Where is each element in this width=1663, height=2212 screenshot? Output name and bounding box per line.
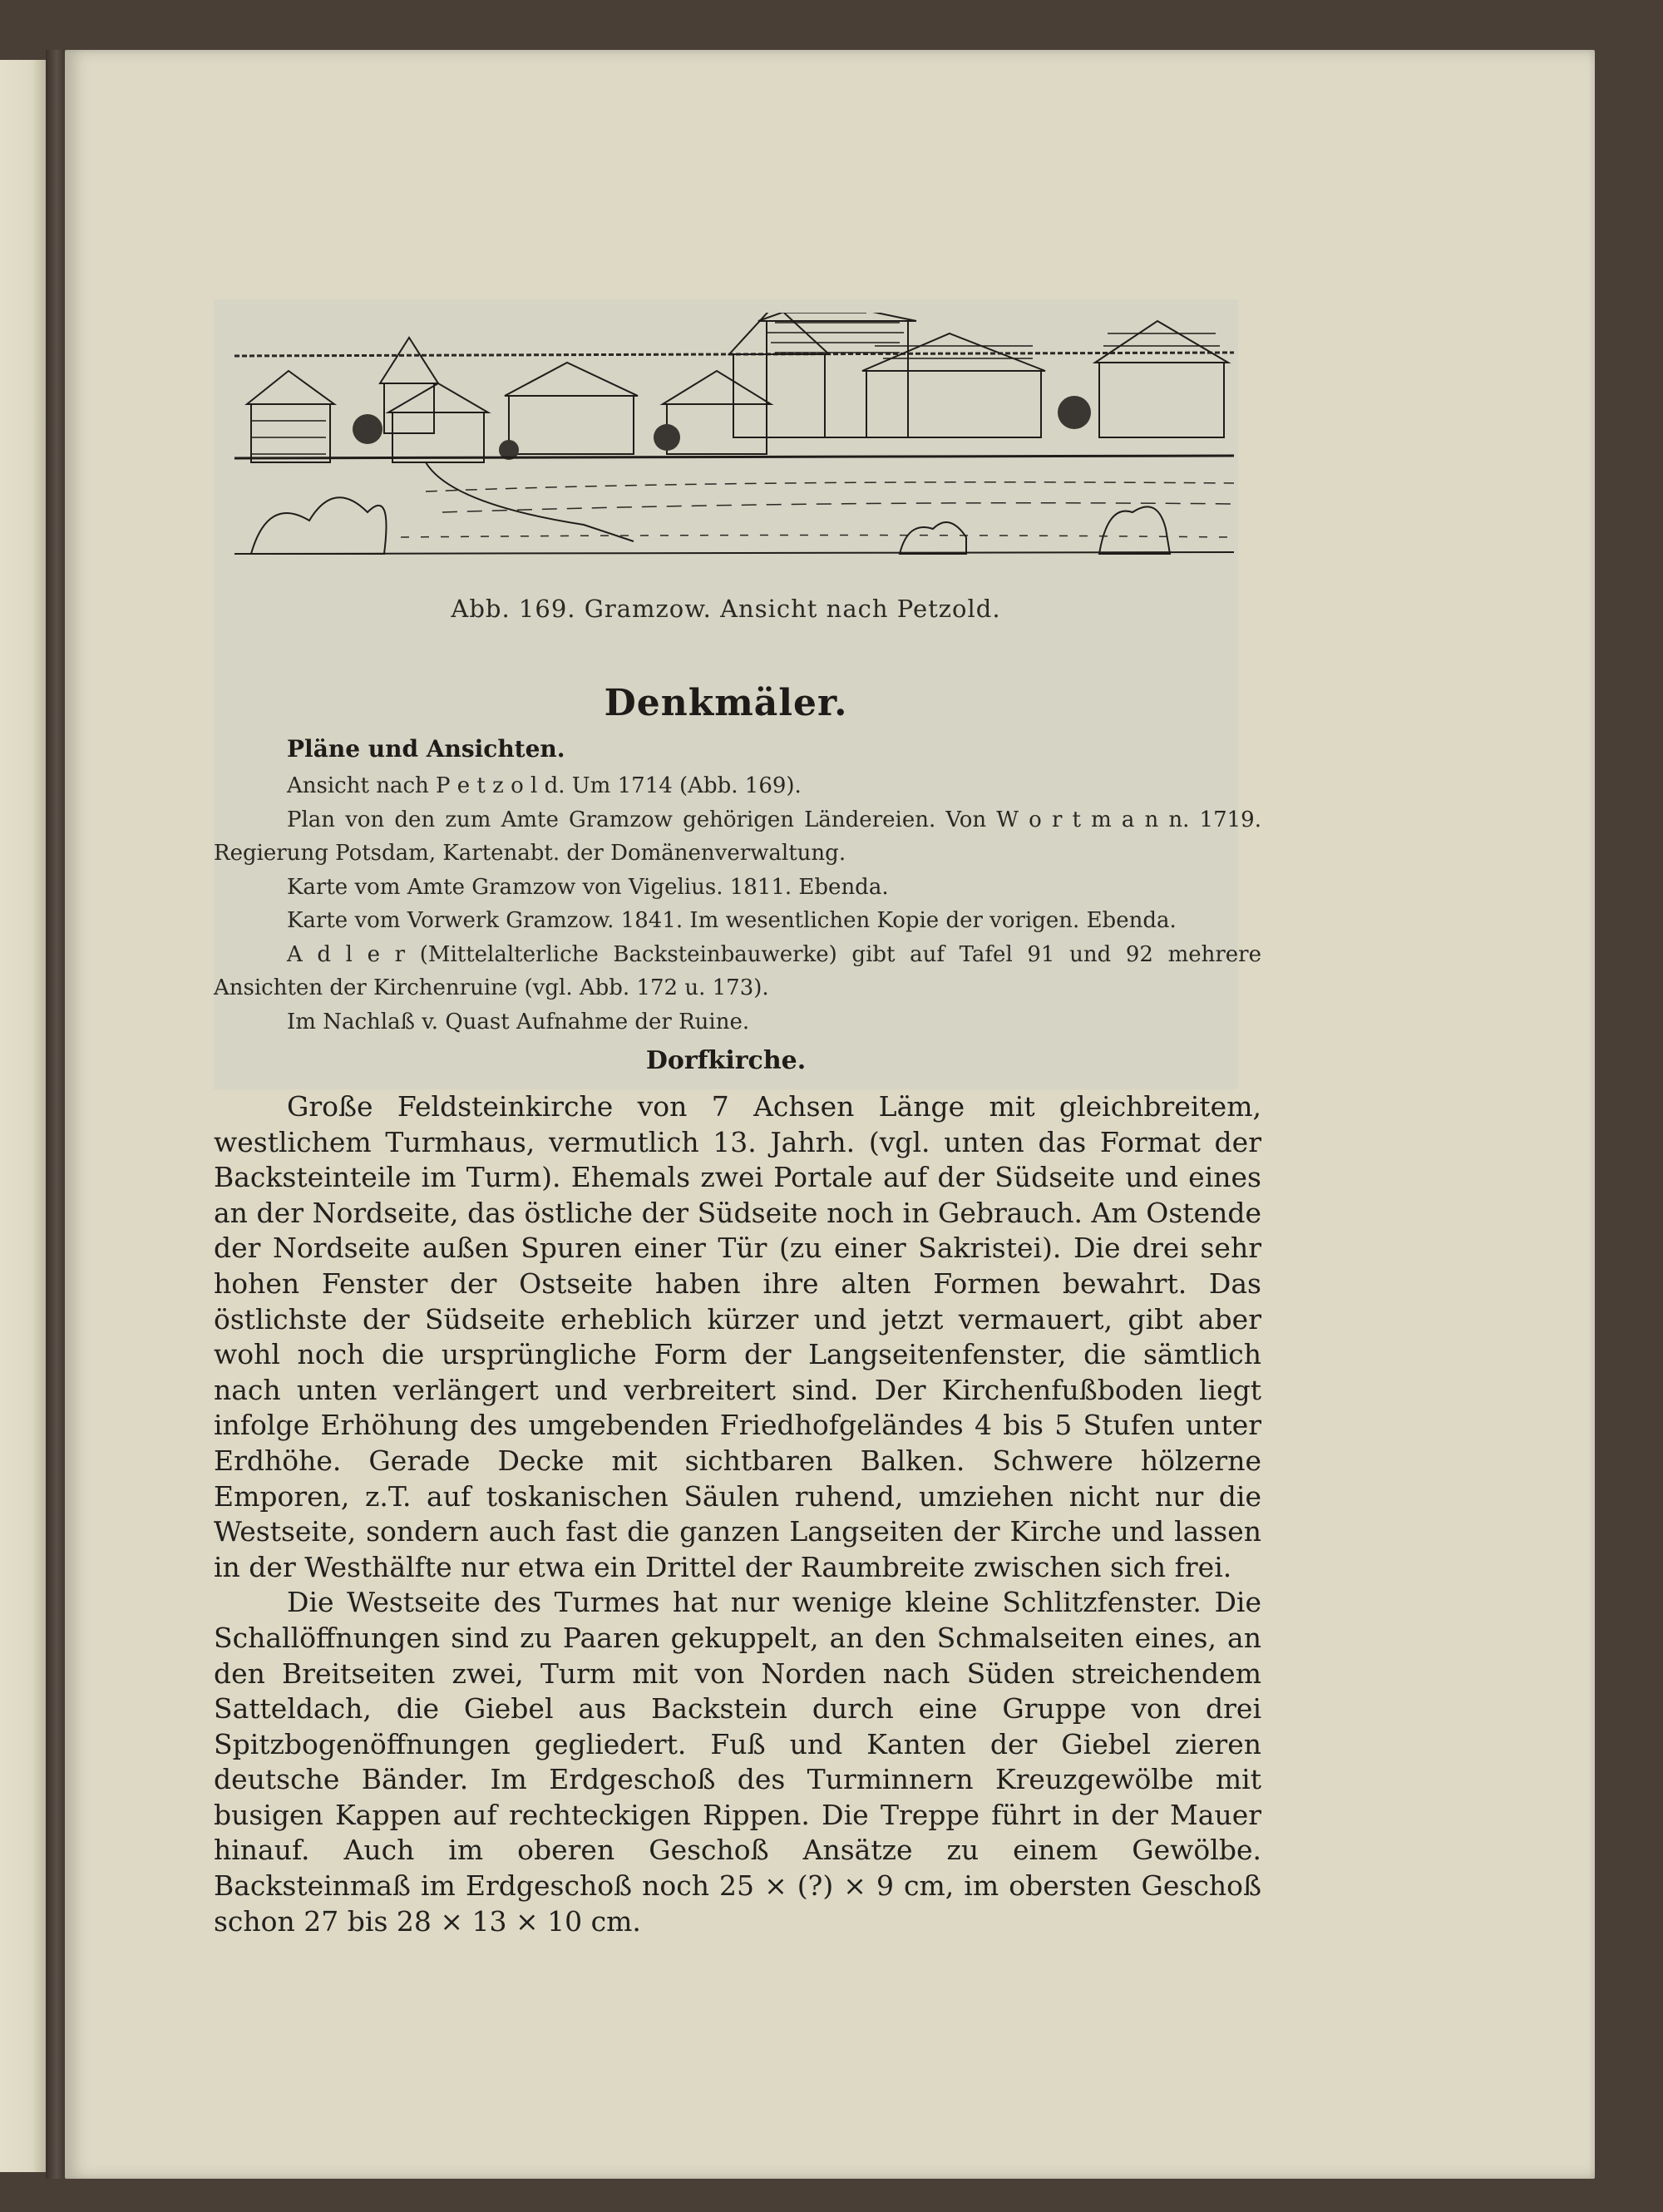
plans-item: Im Nachlaß v. Quast Aufnahme der Ruine. [287, 1009, 750, 1034]
plans-list [214, 769, 1261, 1039]
church-heading: Dorfkirche. [645, 1046, 807, 1075]
plans-item: Karte vom Vorwerk Gramzow. 1841. Im wesentlichen Kopie der vorigen. Ebenda. [287, 908, 1177, 933]
body-paragraph: Die Westseite des Turmes hat nur wenige kleine Schlitzfenster. Die Schallöffnungen sind zu Paaren gekuppelt, an den Schmalseiten eines, an den Breitseiten zwei, Turm mit von Norden nach Süden streichendem Satteldach, die Giebel aus Backstein durch eine Gruppe von drei Spitzbogenöffnungen gegliedert. Fuß und Kanten der Giebel zieren deutsche Bänder. Im Erdgeschoß des Turminnern Kreuzgewölbe mit busigen Kappen auf rechteckigen Rippen. Die Treppe führt in der Mauer hinauf. Auch im oberen Geschoß Ansätze zu einem Gewölbe. Backsteinmaß im Erdgeschoß noch 25 × (?) × 9 cm, im obersten Geschoß schon 27 bis 28 × 13 × 10 cm. [214, 1586, 1261, 1938]
section-heading: Denkmäler. [604, 682, 848, 724]
plans-item: Plan von den zum Amte Gramzow gehörigen Ländereien. Von W o r t m a n n. 1719. Regierung Potsdam, Kartenabt. der Domänenverwaltung. [214, 807, 1261, 866]
church-description [214, 1089, 1261, 1939]
plans-item: Ansicht nach P e t z o l d. Um 1714 (Abb. 169). [287, 773, 802, 798]
left-page-edge [0, 60, 48, 2172]
figure-caption: Abb. 169. Gramzow. Ansicht nach Petzold. [451, 595, 1001, 623]
plans-heading: Pläne und Ansichten. [287, 735, 565, 763]
village-engraving [234, 313, 1234, 558]
village-illustration [234, 313, 1234, 558]
plans-item: A d l e r (Mittelalterliche Backsteinbauwerke) gibt auf Tafel 91 und 92 mehrere Ansichten der Kirchenruine (vgl. Abb. 172 u. 173). [214, 941, 1261, 1000]
plans-item: Karte vom Amte Gramzow von Vigelius. 1811. Ebenda. [287, 874, 889, 900]
body-paragraph: Große Feldsteinkirche von 7 Achsen Länge mit gleichbreitem, westlichem Turmhaus, vermutlich 13. Jahrh. (vgl. unten das Format der Backsteinteile im Turm). Ehemals zwei Portale auf der Südseite und eines an der Nordseite, das östliche der Südseite noch in Gebrauch. Am Ostende der Nordseite außen Spuren einer Tür (zu einer Sakristei). Die drei sehr hohen Fenster der Ostseite haben ihre alten Formen bewahrt. Das östlichste der Südseite erheblich kürzer und jetzt vermauert, gibt aber wohl noch die ursprüngliche Form der Langseitenfenster, die sämtlich nach unten verlängert und verbreitert sind. Der Kirchenfußboden liegt infolge Erhöhung des umgebenden Friedhofgeländes 4 bis 5 Stufen unter Erdhöhe. Gerade Decke mit sichtbaren Balken. Schwere hölzerne Emporen, z.T. auf toskanischen Säulen ruhend, umziehen nicht nur die Westseite, sondern auch fast die ganzen Langseiten der Kirche und lassen in der Westhälfte nur etwa ein Drittel der Raumbreite zwischen sich frei. [214, 1090, 1261, 1583]
